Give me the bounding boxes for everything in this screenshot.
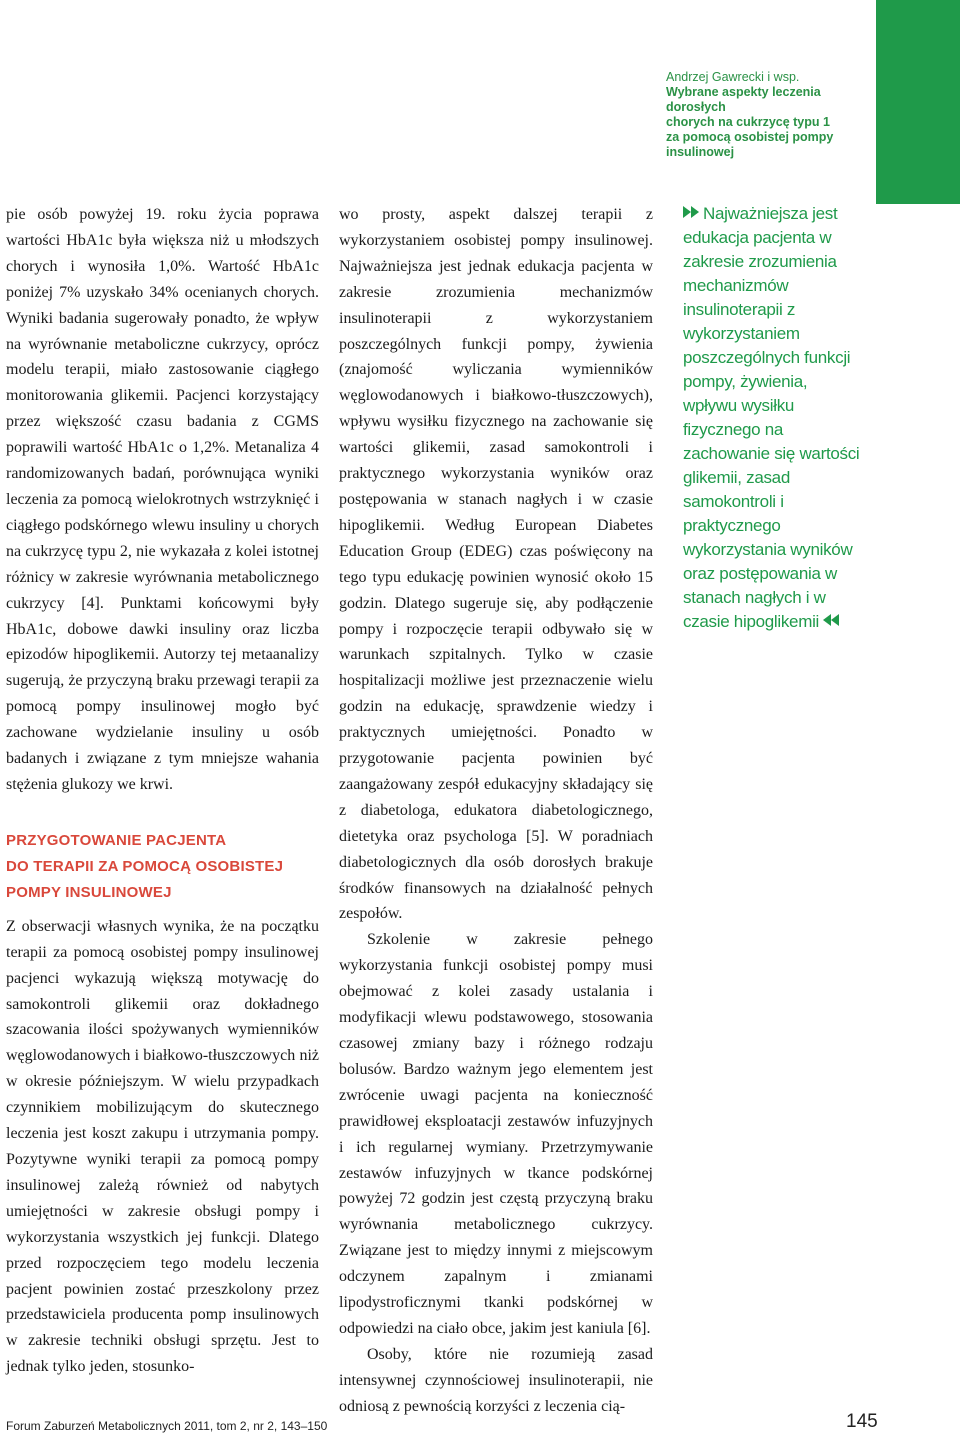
text-column-middle — [339, 202, 653, 1420]
double-arrow-left-icon — [823, 610, 839, 634]
text-column-left — [6, 202, 319, 1380]
section-heading-line-3: POMPY INSULINOWEJ — [6, 883, 172, 901]
section-heading — [6, 828, 319, 906]
paragraph: Osoby, które nie rozumieją zasad intensywnej czynnościowej insulinoterapii, nie odniosą z pewnością korzyści z leczenia cią- — [339, 1345, 653, 1415]
pull-quote — [683, 202, 863, 634]
green-corner-bar — [876, 0, 960, 204]
paragraph: pie osób powyżej 19. roku życia poprawa wartości HbA1c była większa niż u młodszych chorych i wynosiła 1,0%. Wartość HbA1c poniżej 7% uzyskało 34% ocenianych chorych. Wyniki badania sugerowały ponadto, że wpływ na wyrównanie metaboliczne cukrzycy, oprócz modelu terapii, miało zastosowanie ciągłego monitorowania glikemii. Pacjenci korzystający przez większość czasu badania z CGMS poprawili wartość HbA1c o 1,2%. Metanaliza 4 randomizowanych badań, porównująca wyniki leczenia za pomocą wielokrotnych wstrzyknięć i ciągłego podskórnego wlewu insuliny u chorych na cukrzycę typu 2, nie wykazała z kolei istotnej różnicy w zakresie wyrównania metabolicznego cukrzycy [4]. Punktami końcowymi były HbA1c, dobowe dawki insuliny oraz liczba epizodów hipoglikemii. Autorzy tej metaanalizy sugerują, że przyczyną braku przewagi terapii za pomocą pompy insulinowej mogło być zachowane wydzielanie insuliny u osób badanych i związane z tym mniejsze wahania stężenia glukozy we krwi. — [6, 206, 319, 793]
paragraph: Z obserwacji własnych wynika, że na początku terapii za pomocą osobistej pompy insulinowej pacjenci wykazują większą motywację do samokontroli glikemii oraz dokładnego szacowania ilości spożywanych wymienników węglowodanowych i białkowo-tłuszczowych niż w okresie późniejszym. W wielu przypadkach czynnikiem mobilizującym do skutecznego leczenia jest koszt zakupu i utrzymania pompy. Pozytywne wyniki terapii za pomocą pompy insulinowej zależą również od nabytych umiejętności w zakresie obsługi pompy i wykorzystania wszystkich jej funkcji. Dlatego przed rozpoczęciem tego modelu leczenia pacjent powinien zostać przeszkolony przez przedstawiciela producenta pomp insulinowych w zakresie techniki obsługi sprzętu. Jest to jednak tylko jeden, stosunko- — [6, 917, 319, 1376]
double-arrow-right-icon — [683, 202, 699, 226]
header-title-line-3: za pomocą osobistej pompy insulinowej — [666, 130, 834, 159]
running-header — [666, 70, 871, 160]
page-number: 145 — [846, 1411, 878, 1432]
paragraph: wo prosty, aspekt dalszej terapii z wykorzystaniem osobistej pompy insulinowej. Najważniejsza jest jednak edukacja pacjenta w zakresie zrozumienia mechanizmów insulinoterapii z wykorzystaniem poszczególnych funkcji pompy, żywienia (znajomość wyliczania wymienników węglowodanowych i białkowo-tłuszczowych), wpływu wysiłku fizycznego na zachowanie się wartości glikemii, zasad samokontroli i praktycznego wykorzystania wyników oraz postępowania w stanach nagłych i w czasie hipoglikemii. Według European Diabetes Education Group (EDEG) czas poświęcony na tego typu edukację powinien wynosić około 15 godzin. Dlatego sugeruje się, aby podłączenie pompy i rozpoczęcie terapii odbywało się w warunkach szpitalnych. Tylko w czasie hospitalizacji możliwe jest przeznaczenie wielu godzin na edukację, sprawdzenie wiedzy i praktycznych umiejętności. Ponadto w przygotowanie pacjenta powinien być zaangażowany zespół edukacyjny składający się z diabetologa, edukatora diabetologicznego, dietetyka oraz psychologa [5]. W poradniach diabetologicznych dla osób dorosłych brakuje środków finansowych na działalność pełnych zespołów. — [339, 206, 653, 923]
header-title-line-2: chorych na cukrzycę typu 1 — [666, 115, 830, 129]
header-title-line-1: Wybrane aspekty leczenia dorosłych — [666, 85, 821, 114]
pull-quote-text: Najważniejsza jest edukacja pacjenta w zakresie zrozumienia mechanizmów insulinoterapii z wykorzystaniem poszczególnych funkcji pompy, żywienia, wpływu wysiłku fizycznego na zachowanie się wartości glikemii, zasad samokontroli i praktycznego wykorzystania wyników oraz postępowania w stanach nagłych i w czasie hipoglikemii — [683, 204, 860, 631]
paragraph: Szkolenie w zakresie pełnego wykorzystania funkcji osobistej pompy musi obejmować z kolei zasady ustalania i modyfikacji wlewu podstawowego, stosowania czasowej zmiany bazy i różnego rodzaju bolusów. Bardzo ważnym jego elementem jest zwrócenie uwagi pacjenta na konieczność prawidłowej eksploatacji zestawów infuzyjnych i ich regularnej wymiany. Przetrzymywanie zestawów infuzyjnych w tkance podskórnej powyżej 72 godzin jest częstą przyczyną braku wyrównania metabolicznego cukrzycy. Związane jest to między innymi z miejscowym odczynem zapalnym i zmianami lipodystroficznymi tkanki podskórnej w odpowiedzi na ciało obce, jakim jest kaniula [6]. — [339, 931, 653, 1337]
header-author: Andrzej Gawrecki i wsp. — [666, 70, 800, 84]
section-heading-line-1: PRZYGOTOWANIE PACJENTA — [6, 831, 227, 849]
footer-citation: Forum Zaburzeń Metabolicznych 2011, tom 2, nr 2, 143–150 — [6, 1419, 328, 1433]
section-heading-line-2: DO TERAPII ZA POMOCĄ OSOBISTEJ — [6, 857, 284, 875]
